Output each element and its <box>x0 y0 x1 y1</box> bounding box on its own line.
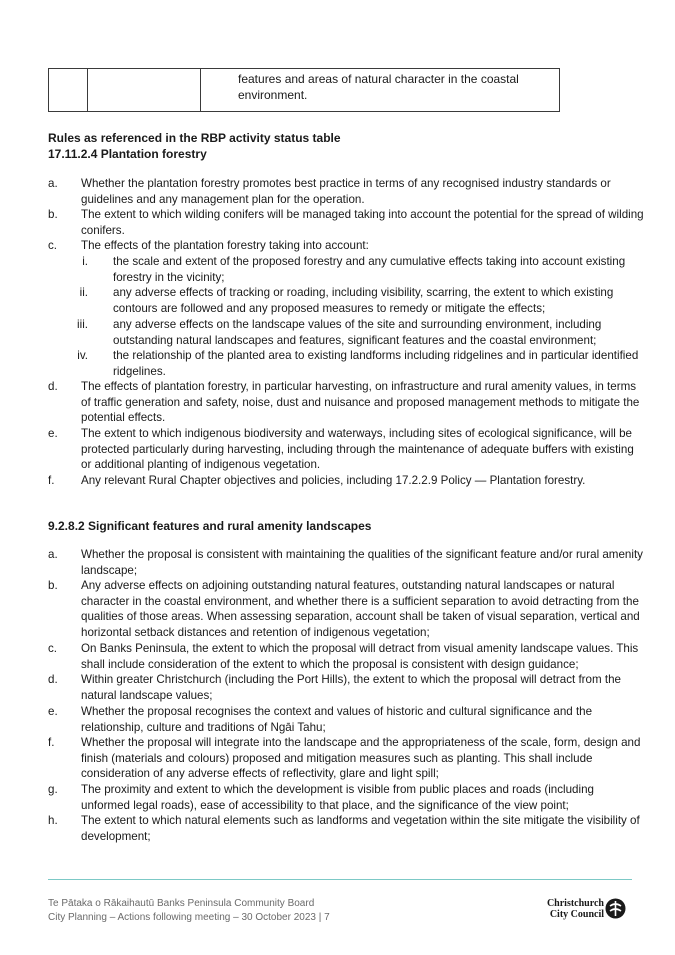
list-marker: c. <box>48 239 58 252</box>
table-fragment <box>48 68 560 112</box>
list-item-text: The extent to which indigenous biodiversity and waterways, including sites of ecological significance, will be protected particularly during harvesting, including through the maintenance of adequate buffers with existing or additional planting of indigenous vegetation. <box>81 427 634 471</box>
christchurch-city-council-logo-icon <box>605 898 626 919</box>
list-marker: b. <box>48 579 58 592</box>
list-marker: ii. <box>79 286 88 299</box>
list-marker: e. <box>48 427 58 440</box>
table-cell-text: features and areas of natural character in the coastal environment. <box>201 69 560 112</box>
list-marker: e. <box>48 705 58 718</box>
list-marker: d. <box>48 673 58 686</box>
list-marker: b. <box>48 208 58 221</box>
list-item-text: Any relevant Rural Chapter objectives and policies, including 17.2.2.9 Policy — Plantation forestry. <box>81 474 586 487</box>
list-item-text: Any adverse effects on adjoining outstanding natural features, outstanding natural landscapes or natural character in the coastal environment, and whether there is a sufficient separation to avoid detracting from the qualities of those areas. When assessing separation, account shall be taken of visual separation, vertical and horizontal setback distances and retention of indigenous vegetation; <box>81 579 640 639</box>
list-item-text: The effects of plantation forestry, in particular harvesting, on infrastructure and rural amenity values, in terms of traffic generation and safety, noise, dust and nuisance and proposed management methods to mitigate the potential effects. <box>81 380 640 424</box>
footer-divider <box>48 879 632 880</box>
list-item-text: The effects of the plantation forestry taking into account: <box>81 239 369 252</box>
table-cell-empty <box>49 69 88 112</box>
list-item-text: Whether the proposal recognises the context and values of historic and cultural significance and the relationship, culture and traditions of Ngāi Tahu; <box>81 705 593 734</box>
list-item-text: the scale and extent of the proposed forestry and any cumulative effects taking into account existing forestry in the vicinity; <box>113 255 626 284</box>
list-item-text: Whether the proposal is consistent with maintaining the qualities of the significant feature and/or rural amenity landscape; <box>81 548 643 577</box>
list-marker: f. <box>48 736 55 749</box>
list-item-text: Whether the proposal will integrate into the landscape and the appropriateness of the scale, form, design and finish (materials and colours) proposed and mitigation measures such as planting. This shall include consideration of any adverse effects of reflectivity, glare and light spill; <box>81 736 641 780</box>
list-marker: a. <box>48 177 58 190</box>
list-item-text: The proximity and extent to which the development is visible from public places and roads (including unformed legal roads), ease of accessibility to that place, and the significance of the view point; <box>81 783 594 812</box>
section-heading-plantation-forestry: 17.11.2.4 Plantation forestry <box>48 147 207 161</box>
footer-meeting-info: City Planning – Actions following meeting – 30 October 2023 | 7 <box>48 912 330 923</box>
council-logo <box>540 896 630 922</box>
footer-board-name: Te Pātaka o Rākaihautū Banks Peninsula Community Board <box>48 898 315 909</box>
logo-text-line1: Christchurch <box>546 898 604 909</box>
list-marker: i. <box>82 255 88 268</box>
list-item-text: The extent to which wilding conifers will be managed taking into account the potential for the spread of wilding conifers. <box>81 208 644 237</box>
list-marker: iv. <box>77 349 88 362</box>
list-marker: h. <box>48 814 58 827</box>
list-marker: a. <box>48 548 58 561</box>
list-marker: iii. <box>77 318 88 331</box>
table-cell-empty <box>88 69 201 112</box>
logo-text-line2: City Council <box>549 909 604 920</box>
list-item-text: Within greater Christchurch (including the Port Hills), the extent to which the proposal will detract from the natural landscape values; <box>81 673 621 702</box>
list-item-text: The extent to which natural elements such as landforms and vegetation within the site mitigate the visibility of development; <box>81 814 640 843</box>
list-marker: c. <box>48 642 58 655</box>
list-item-text: the relationship of the planted area to existing landforms including ridgelines and in particular identified ridgelines. <box>113 349 639 378</box>
list-marker: g. <box>48 783 58 796</box>
list-item-text: any adverse effects of tracking or roading, including visibility, scarring, the extent to which existing contours are followed and any proposed measures to remedy or mitigate the effects; <box>113 286 614 315</box>
list-item-text: any adverse effects on the landscape values of the site and surrounding environment, including outstanding natural landscapes and features, significant features and the coastal environment; <box>113 318 602 347</box>
list-marker: f. <box>48 474 55 487</box>
list-item-text: Whether the plantation forestry promotes best practice in terms of any recognised industry standards or guidelines and any management plan for the operation. <box>81 177 611 206</box>
list-marker: d. <box>48 380 58 393</box>
list-item-text: On Banks Peninsula, the extent to which the proposal will detract from visual amenity landscape values. This shall include consideration of the extent to which the proposal is consistent with design guidance; <box>81 642 639 671</box>
rules-heading: Rules as referenced in the RBP activity status table <box>48 131 341 145</box>
section-heading-significant-features: 9.2.8.2 Significant features and rural amenity landscapes <box>48 519 372 533</box>
